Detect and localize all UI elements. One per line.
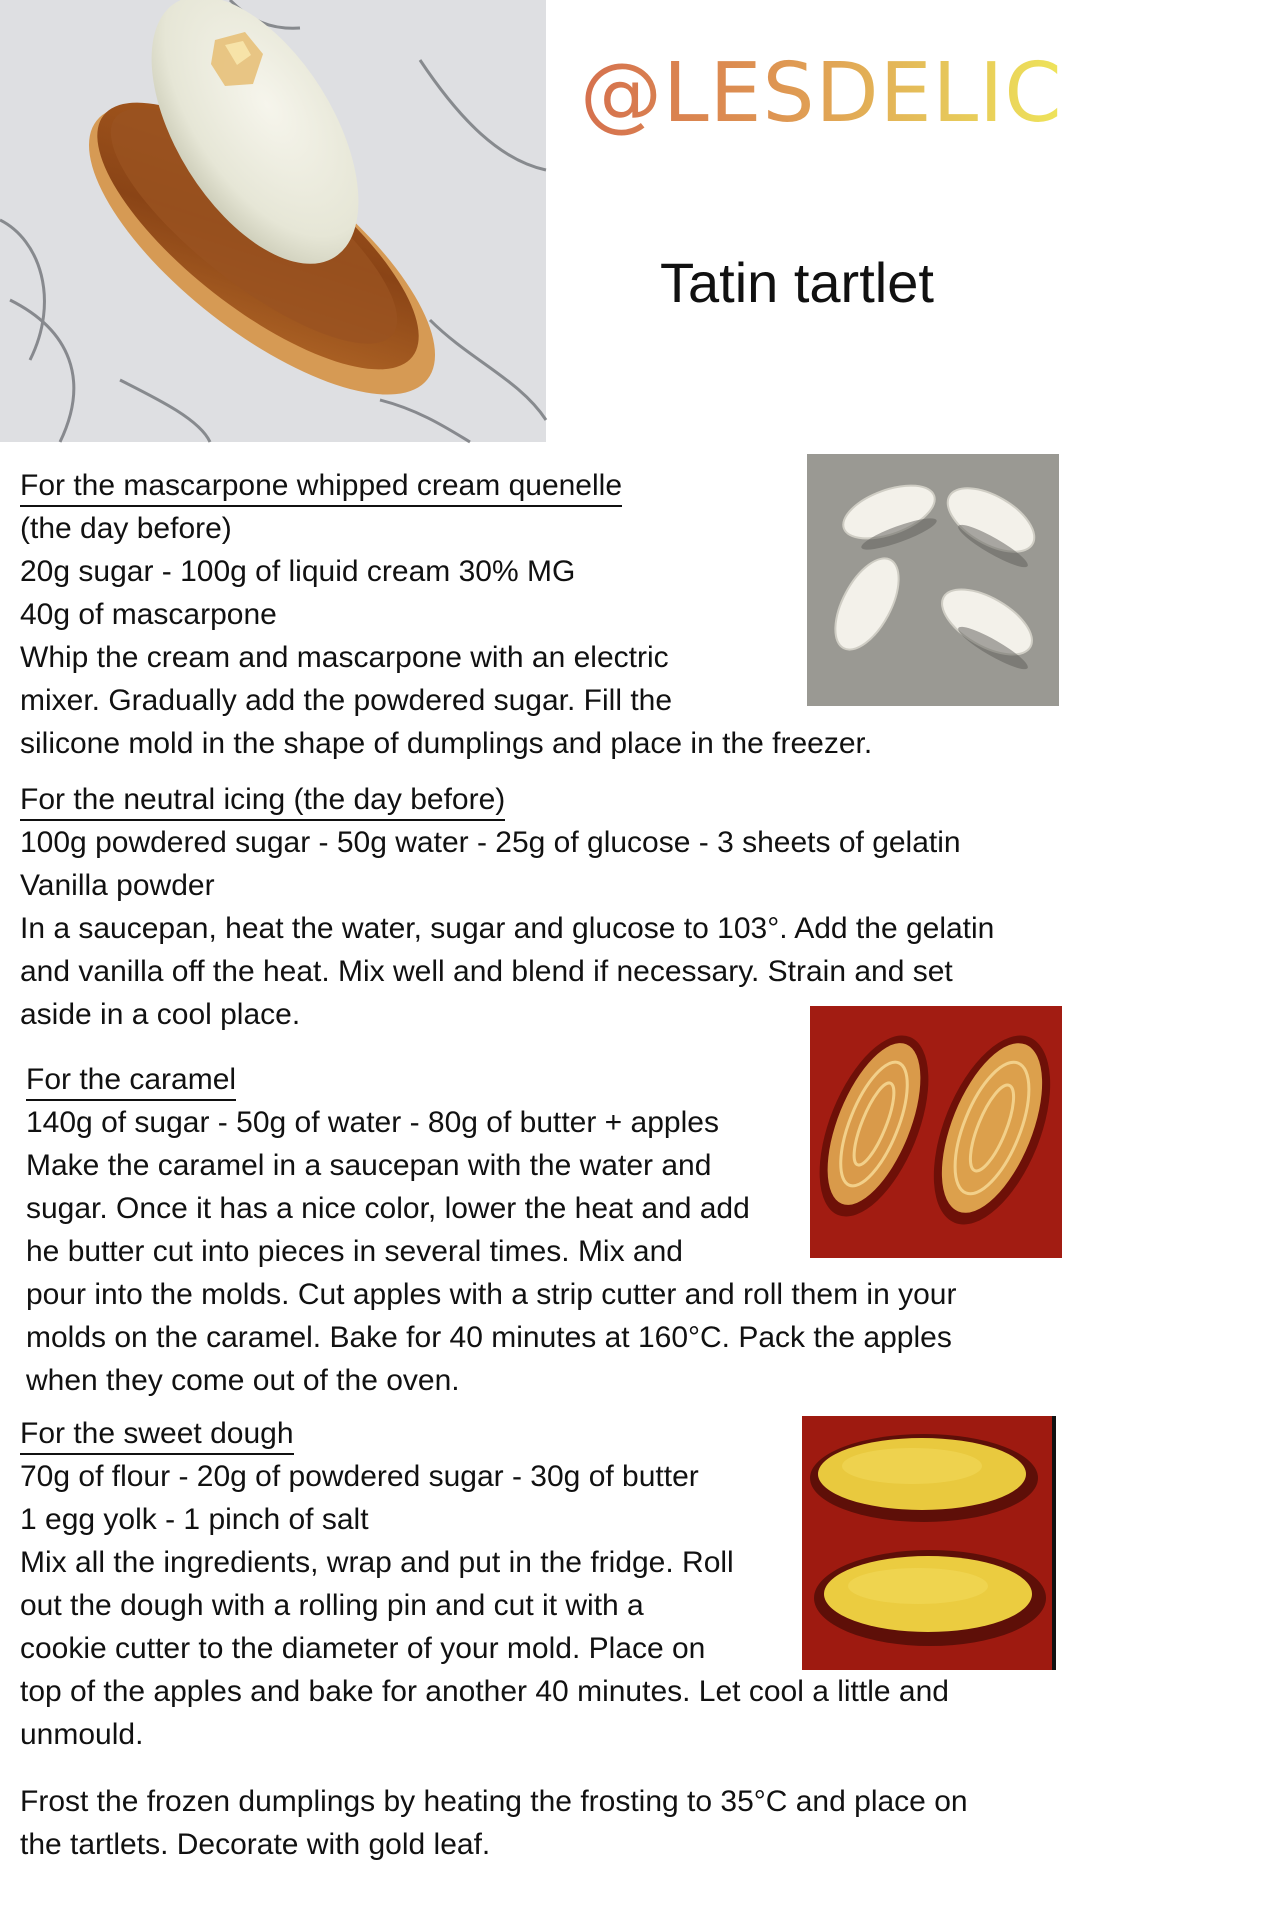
section-neutral-icing xyxy=(20,778,994,1036)
text-line: Frost the frozen dumplings by heating the frosting to 35°C and place on xyxy=(20,1785,968,1818)
text-line: In a saucepan, heat the water, sugar and glucose to 103°. Add the gelatin xyxy=(20,912,995,945)
text-line: 100g powdered sugar - 50g water - 25g of glucose - 3 sheets of gelatin xyxy=(20,826,961,859)
text-line: Vanilla powder xyxy=(20,869,215,902)
text-line: molds on the caramel. Bake for 40 minutes at 160°C. Pack the apples xyxy=(26,1321,952,1354)
brand-handle: @LESDELICES31 xyxy=(580,44,1060,144)
text-line: aside in a cool place. xyxy=(20,998,301,1031)
text-line: he butter cut into pieces in several times. Mix and xyxy=(26,1235,683,1268)
text-line: 1 egg yolk - 1 pinch of salt xyxy=(20,1503,369,1536)
text-line: unmould. xyxy=(20,1718,144,1751)
photo-caramel-apples-in-mold xyxy=(810,1006,1062,1258)
section-heading: For the mascarpone whipped cream quenelle xyxy=(20,466,622,507)
text-line: mixer. Gradually add the powdered sugar. Fill the xyxy=(20,684,673,717)
photo-dough-in-mold xyxy=(802,1416,1056,1670)
text-line: 140g of sugar - 50g of water - 80g of butter + apples xyxy=(26,1106,719,1139)
text-line: and vanilla off the heat. Mix well and blend if necessary. Strain and set xyxy=(20,955,953,988)
section-heading: For the caramel xyxy=(26,1060,236,1101)
text-line: 70g of flour - 20g of powdered sugar - 30g of butter xyxy=(20,1460,699,1493)
text-line: top of the apples and bake for another 40 minutes. Let cool a little and xyxy=(20,1675,949,1708)
text-line: the tartlets. Decorate with gold leaf. xyxy=(20,1828,491,1861)
text-line: pour into the molds. Cut apples with a strip cutter and roll them in your xyxy=(26,1278,957,1311)
text-line: Mix all the ingredients, wrap and put in the fridge. Roll xyxy=(20,1546,734,1579)
recipe-title: Tatin tartlet xyxy=(660,251,934,314)
text-line: 20g sugar - 100g of liquid cream 30% MG xyxy=(20,555,576,588)
hero-photo-tartlet xyxy=(0,0,546,442)
section-heading: For the sweet dough xyxy=(20,1414,294,1455)
text-line: Make the caramel in a saucepan with the water and xyxy=(26,1149,712,1182)
text-line: Whip the cream and mascarpone with an electric xyxy=(20,641,669,674)
section-heading: For the neutral icing (the day before) xyxy=(20,780,505,821)
final-instructions xyxy=(20,1780,1040,1866)
text-line: sugar. Once it has a nice color, lower the heat and add xyxy=(26,1192,750,1225)
text-line: (the day before) xyxy=(20,512,232,545)
text-line: 40g of mascarpone xyxy=(20,598,277,631)
photo-frozen-quenelles xyxy=(807,454,1059,706)
section-mascarpone xyxy=(20,464,872,765)
text-line: when they come out of the oven. xyxy=(26,1364,460,1397)
text-line: out the dough with a rolling pin and cut it with a xyxy=(20,1589,644,1622)
text-line: cookie cutter to the diameter of your mold. Place on xyxy=(20,1632,706,1665)
text-line: silicone mold in the shape of dumplings and place in the freezer. xyxy=(20,727,873,760)
